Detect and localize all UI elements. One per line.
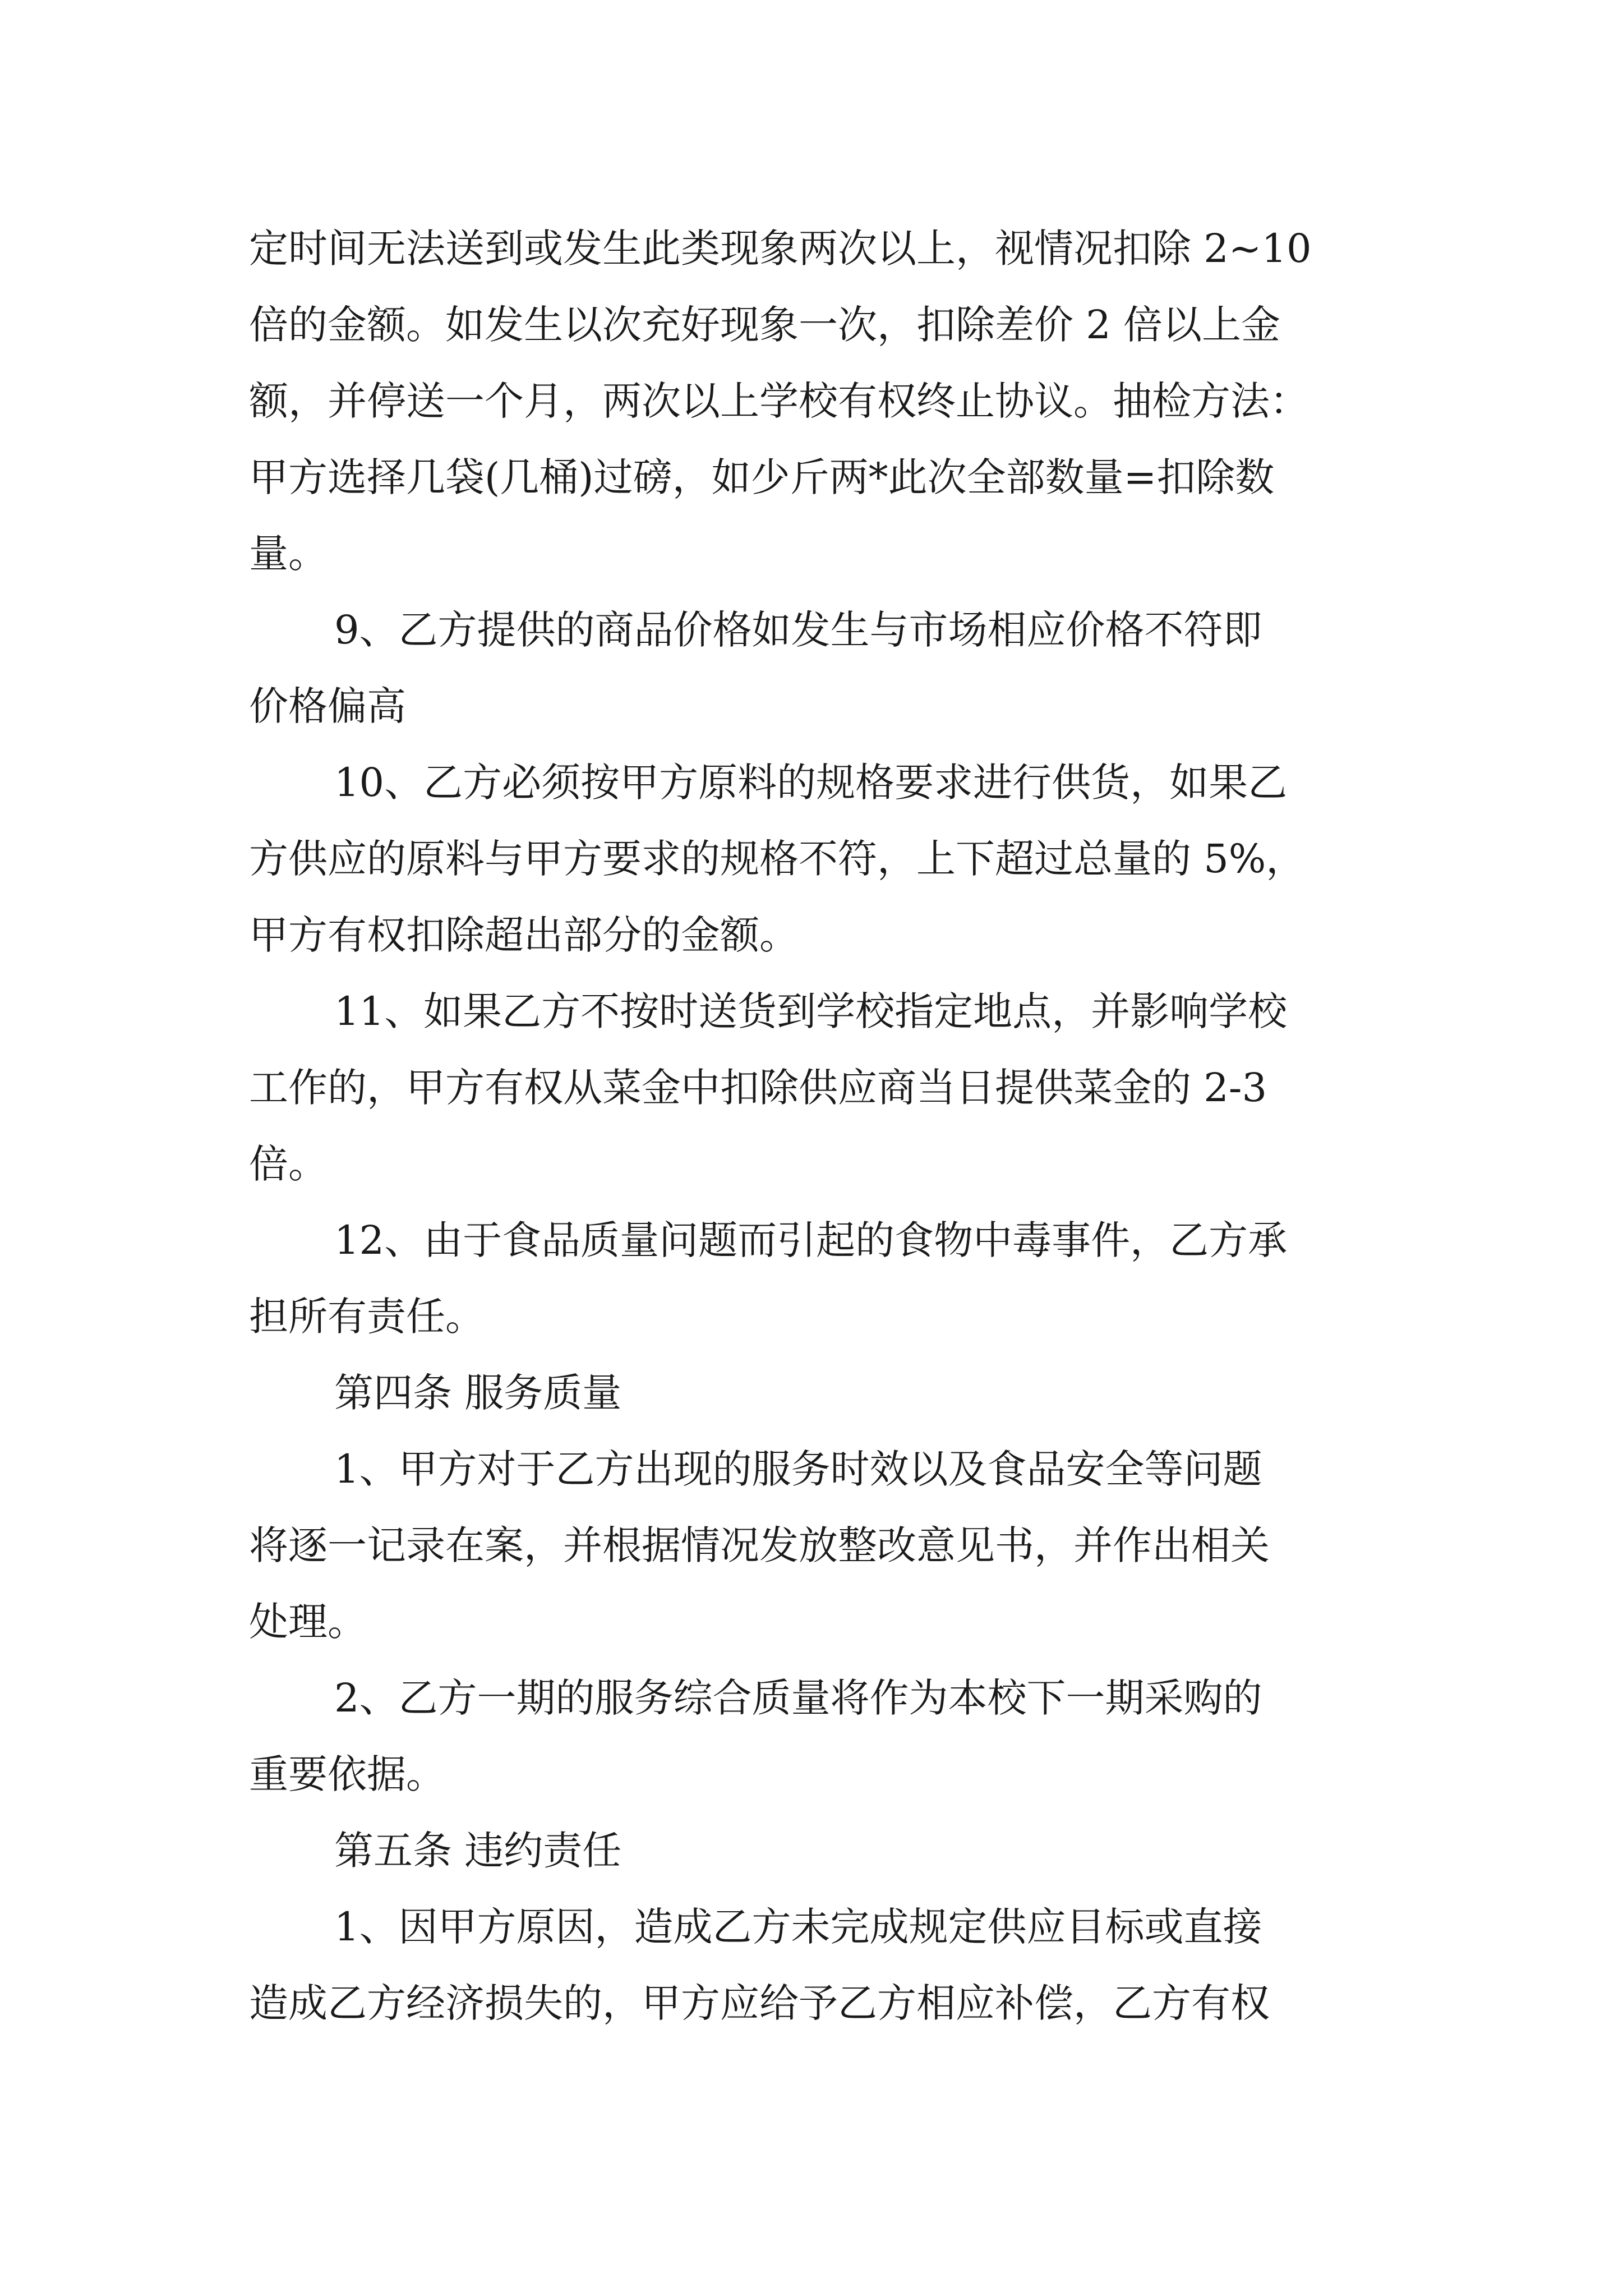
text-line: 工作的，甲方有权从菜金中扣除供应商当日提供菜金的 2-3 bbox=[249, 1065, 1267, 1111]
article-4-clause-2-line: 2、乙方一期的服务综合质量将作为本校下一期采购的 bbox=[334, 1675, 1262, 1721]
text-line: 额，并停送一个月，两次以上学校有权终止协议。抽检方法： bbox=[249, 378, 1309, 424]
article-5-clause-1-line: 1、因甲方原因，造成乙方未完成规定供应目标或直接 bbox=[334, 1904, 1262, 1950]
clause-10-line: 10、乙方必须按甲方原料的规格要求进行供货，如果乙 bbox=[334, 760, 1288, 806]
text-line: 重要依据。 bbox=[249, 1751, 445, 1797]
clause-9-line: 9、乙方提供的商品价格如发生与市场相应价格不符即 bbox=[334, 607, 1262, 653]
article-5-heading: 第五条 违约责任 bbox=[334, 1828, 622, 1874]
clause-11-line: 11、如果乙方不按时送货到学校指定地点，并影响学校 bbox=[334, 988, 1288, 1034]
article-4-heading: 第四条 服务质量 bbox=[334, 1370, 622, 1416]
text-line: 将逐一记录在案，并根据情况发放整改意见书，并作出相关 bbox=[249, 1522, 1270, 1568]
clause-12-line: 12、由于食品质量问题而引起的食物中毒事件，乙方承 bbox=[334, 1217, 1288, 1263]
text-line: 方供应的原料与甲方要求的规格不符，上下超过总量的 5%， bbox=[249, 836, 1306, 882]
article-4-clause-1-line: 1、甲方对于乙方出现的服务时效以及食品安全等问题 bbox=[334, 1446, 1262, 1492]
text-line: 担所有责任。 bbox=[249, 1294, 485, 1340]
text-line: 量。 bbox=[249, 531, 328, 577]
text-line: 造成乙方经济损失的，甲方应给予乙方相应补偿，乙方有权 bbox=[249, 1980, 1270, 2026]
text-line: 处理。 bbox=[249, 1599, 367, 1645]
text-line: 价格偏高 bbox=[249, 683, 406, 729]
text-line: 甲方选择几袋(几桶)过磅，如少斤两*此次全部数量=扣除数 bbox=[249, 454, 1275, 500]
text-line: 甲方有权扣除超出部分的金额。 bbox=[249, 912, 799, 958]
text-line: 倍的金额。如发生以次充好现象一次，扣除差价 2 倍以上金 bbox=[249, 302, 1281, 348]
text-line: 定时间无法送到或发生此类现象两次以上，视情况扣除 2~10 bbox=[249, 226, 1312, 272]
text-line: 倍。 bbox=[249, 1141, 328, 1187]
document-page bbox=[249, 210, 1393, 2041]
